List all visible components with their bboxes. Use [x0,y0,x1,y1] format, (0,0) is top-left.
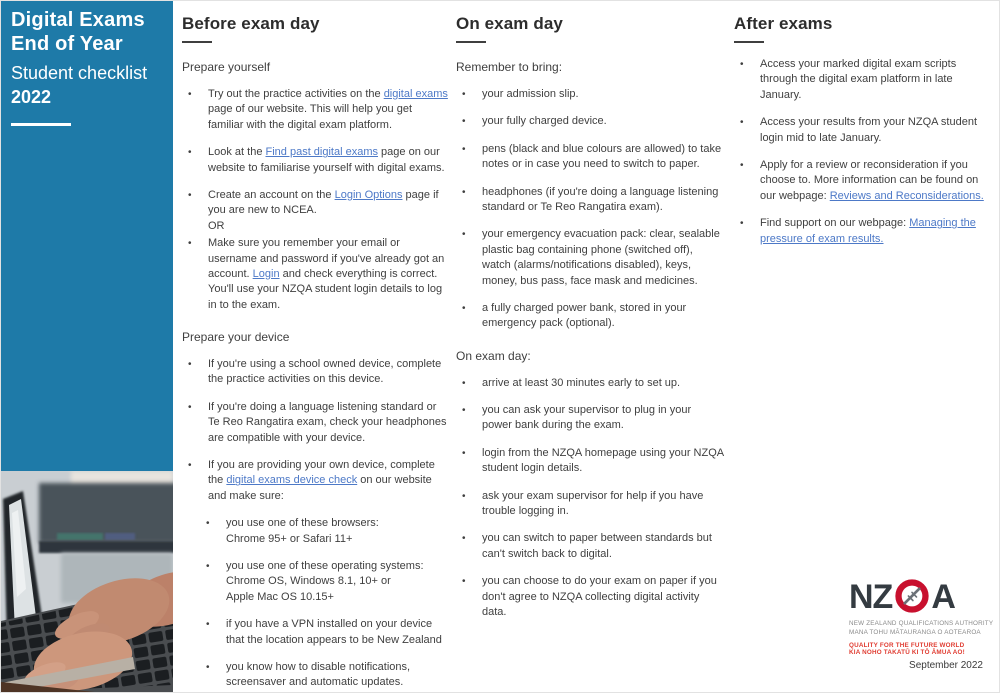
bullet-text [482,185,724,216]
link-digital-exams-device-check[interactable]: digital exams device check [226,474,358,487]
bullet-item [200,559,448,605]
bullet-marker: • [188,89,192,100]
text-segment: page of our website. This will help you get familiar with the digital exam platform. [208,103,413,131]
text-segment: a fully charged power bank, stored in your emergency pack (optional). [482,301,687,330]
bullet-marker: • [188,147,192,159]
bullet-marker: • [740,218,744,230]
bullet-item [200,617,448,648]
text-segment: Try out the practice activities on the [208,88,384,100]
bullet-text [760,158,990,204]
text-segment: OR [208,219,225,232]
text-segment: your admission slip. [482,88,579,100]
text-segment: arrive at least 30 minutes early to set up. [482,376,681,389]
heading-rule [734,41,764,43]
text-segment: Make sure you remember your email or username and password if you've already got an account. [208,237,445,280]
bullet-item [456,114,724,129]
wordmark-nz: NZ [849,578,893,616]
subheading: Remember to bring: [456,60,563,74]
bullet-text [208,145,448,176]
bullet-text [208,400,448,446]
bullet-item [182,357,448,388]
text-segment: ask your exam supervisor for help if you have trouble logging in. [482,489,704,518]
bullet-marker: • [462,533,466,545]
bullet-text [226,559,448,605]
bullet-text [760,57,990,103]
subheading: Prepare yourself [182,60,271,74]
bullet-marker: • [206,518,210,530]
text-segment: If you are providing your own device, complete the [208,459,435,487]
subheading: Prepare your device [182,330,290,345]
link-login[interactable]: Login [252,267,280,280]
logo-tagline-line1: QUALITY FOR THE FUTURE WORLD [849,642,965,649]
bullet-item [456,185,724,216]
bullet-marker: • [188,238,192,250]
logo-org-line1: NEW ZEALAND QUALIFICATIONS AUTHORITY [849,620,994,627]
link-find-past-digital-exams[interactable]: Find past digital exams [265,146,378,159]
heading-rule [456,41,486,43]
bullet-item [182,236,448,313]
text-segment: login from the NZQA homepage using your NZQA student login details. [482,446,724,475]
nzqa-logo [849,578,994,656]
text-segment: Apply for a review or reconsideration if you choose to. More information can be found on our webpage: [760,158,979,202]
bullet-marker: • [740,159,744,171]
bullet-item [200,516,448,547]
bullet-list [182,357,448,691]
column-after-exams [734,14,990,259]
column-heading: After exams [734,14,833,33]
text-segment: page on our website to familiarise yourself with digital exams. [208,146,445,174]
bullet-item [182,145,448,176]
text-segment: your fully charged device. [482,115,607,128]
document-year: 2022 [11,87,52,108]
bullet-item [456,446,724,477]
text-segment: Look at the [208,146,266,159]
logo-tagline-line2: KIA NOHO TAKATŪ KI TŌ ĀMUA AO! [849,649,965,656]
link-digital-exams[interactable]: digital exams [383,88,448,100]
link-reviews-and-reconsiderations[interactable]: Reviews and Reconsiderations. [829,189,984,202]
bullet-list [456,87,724,332]
bullet-list [456,376,724,621]
bullet-text [226,617,448,648]
bullet-item [456,376,724,391]
document-title-line2: End of Year [11,32,123,55]
bullet-text [482,489,724,520]
column-heading: On exam day [456,14,563,33]
bullet-item [182,87,448,133]
bullet-marker: • [188,189,192,201]
bullet-marker: • [462,490,466,502]
bullet-marker: • [188,401,192,413]
bullet-text [482,142,724,173]
bullet-marker: • [740,117,744,129]
bullet-text [208,188,448,234]
text-segment: Create an account on the [208,188,335,201]
bullet-item [456,301,724,332]
bullet-marker: • [462,229,466,241]
text-segment: Chrome 95+ or Safari 11+ [226,532,353,545]
text-segment: If you're using a school owned device, complete the practice activities on this device. [208,358,442,386]
bullet-marker: • [206,619,210,631]
text-segment: headphones (if you're doing a language listening standard or Te Reo Rangatira exam). [482,185,719,213]
bullet-marker: • [462,405,466,417]
bullet-item [182,188,448,234]
bullet-marker: • [188,460,192,472]
bullet-marker: • [462,576,466,588]
text-segment: you can switch to paper between standards but can't switch back to digital. [482,532,712,560]
text-segment: Chrome OS, Windows 8.1, 10+ or [226,575,391,588]
text-segment: you can ask your supervisor to plug in your power bank during the exam. [482,404,692,432]
text-segment: and check everything is correct. You'll use your NZQA student login details to log in to the exam. [208,267,443,311]
bullet-text [482,301,724,332]
bullet-marker: • [462,116,466,128]
bullet-item [456,227,724,289]
bullet-item [456,142,724,173]
bullet-marker: • [206,560,210,572]
bullet-marker: • [462,302,466,314]
bullet-item [456,574,724,620]
bullet-item [200,660,448,691]
bullet-text [760,115,990,146]
bullet-text [482,403,724,434]
nzqa-q-fern-icon [894,578,930,614]
heading-rule [182,41,212,43]
text-segment: if you have a VPN installed on your device that the location appears to be New Zealand [226,618,442,646]
bullet-text [482,531,724,562]
document-subtitle: Student checklist [11,63,148,84]
text-segment: on our website and make sure: [208,474,432,502]
publication-date: September 2022 [909,660,983,671]
bullet-text [208,236,448,313]
bullet-text [208,357,448,388]
bullet-text [482,114,724,129]
bullet-item [734,216,990,247]
bullet-marker: • [462,143,466,155]
text-segment: Find support on our webpage: [760,217,910,230]
text-segment: Access your marked digital exam scripts through the digital exam platform in late January. [760,58,957,101]
text-segment: you know how to disable notifications, screensaver and automatic updates. [226,660,411,689]
text-segment: you use one of these browsers: [226,517,379,530]
bullet-marker: • [188,359,192,371]
bullet-item [456,489,724,520]
bullet-text [482,87,724,102]
link-managing-the-pressure-of-exam-results[interactable]: Managing the pressure of exam results. [760,217,976,245]
column-heading: Before exam day [182,14,320,33]
bullet-text [482,376,724,391]
bullet-text [482,227,724,289]
bullet-text [760,216,990,247]
text-segment: your emergency evacuation pack: clear, sealable plastic bag containing phone (switched off), watch (alarms/notifications disabled), keys, money, bus pass, face mask and medicines. [482,228,720,287]
bullet-item [734,158,990,204]
bullet-text [482,446,724,477]
wordmark-a: A [931,578,955,616]
document-title-line1: Digital Exams [11,9,145,31]
bullet-item [182,400,448,446]
bullet-marker: • [462,186,466,198]
bullet-marker: • [462,89,466,100]
subheading: On exam day: [456,348,531,363]
logo-org-line2: MANA TOHU MĀTAURANGA O AOTEAROA [849,629,981,636]
bullet-text [226,660,448,691]
text-segment: If you're doing a language listening standard or Te Reo Rangatira exam, check your headphones are compatible with your device. [208,400,447,444]
text-segment: pens (black and blue colours are allowed) to take notes or in case you need to switch to paper. [482,142,722,171]
column-before-exam-day [182,14,448,693]
bullet-item [456,531,724,562]
bullet-marker: • [740,59,744,70]
bullet-marker: • [462,447,466,459]
column-on-exam-day [456,14,724,632]
bullet-text [208,87,448,133]
text-segment: you use one of these operating systems: [226,559,424,572]
bullet-marker: • [206,661,210,673]
text-segment: you can choose to do your exam on paper if you don't agree to NZQA collecting digital activity data. [482,575,717,618]
bullet-list [182,87,448,313]
bullet-list [734,57,990,247]
bullet-item [734,115,990,146]
bullet-item [734,57,990,103]
link-login-options[interactable]: Login Options [334,188,403,201]
bullet-marker: • [462,377,466,389]
text-segment: Access your results from your NZQA student login mid to late January. [760,116,978,144]
bullet-text [482,574,724,620]
bullet-text [208,458,448,504]
bullet-item [456,403,724,434]
text-segment: Apple Mac OS 10.15+ [226,590,334,603]
bullet-item [456,87,724,102]
bullet-text [226,516,448,547]
bullet-item [182,458,448,504]
nzqa-wordmark [849,578,989,614]
text-segment: page if you are new to NCEA. [208,188,439,217]
